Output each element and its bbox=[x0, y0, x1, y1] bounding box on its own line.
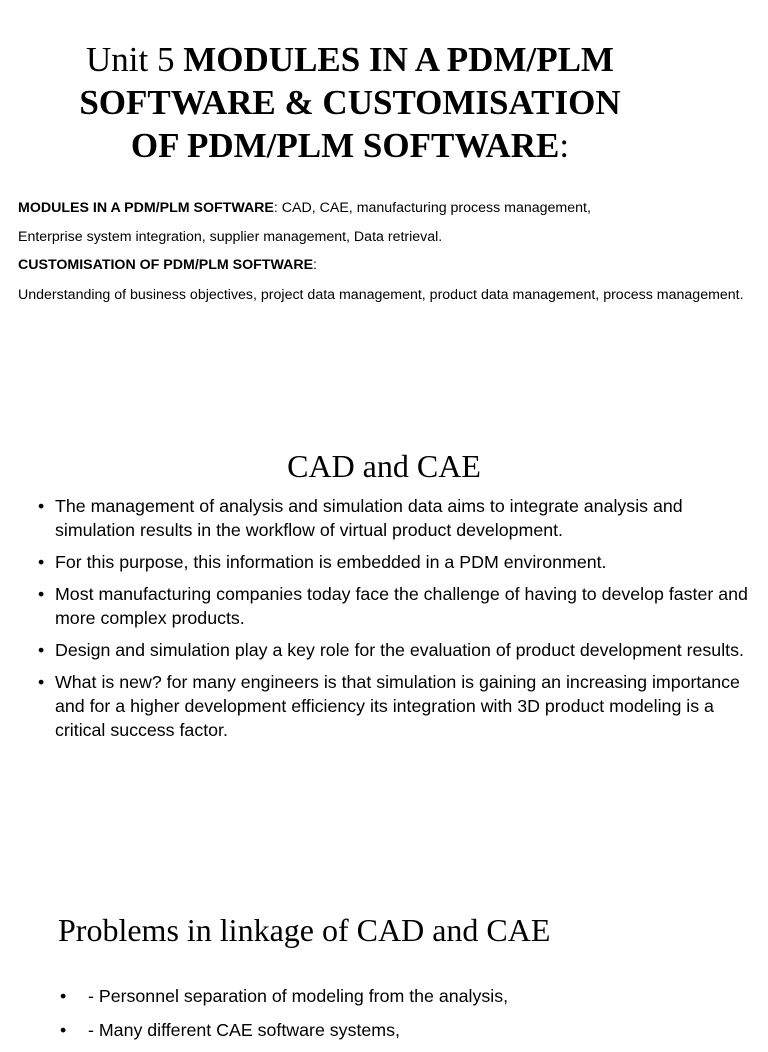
title-line-3: OF PDM/PLM SOFTWARE bbox=[130, 126, 560, 165]
customisation-paragraph bbox=[18, 286, 758, 304]
bullet-icon: • bbox=[38, 552, 45, 572]
list-item: • For this purpose, this information is embedded in a PDM environment. bbox=[38, 552, 607, 572]
list-item: • - Personnel separation of modeling from the analysis, bbox=[60, 986, 509, 1006]
cad-cae-bullet-list bbox=[38, 494, 748, 750]
modules-text-2: Enterprise system integration, supplier management, Data retrieval. bbox=[18, 229, 443, 245]
customisation-text: Understanding of business objectives, project data management, product data management, process management. bbox=[18, 287, 744, 303]
list-item: • - Many different CAE software systems, bbox=[60, 1020, 400, 1040]
bullet-icon: • bbox=[60, 986, 67, 1006]
bullet-icon: • bbox=[38, 640, 45, 660]
bullet-icon: • bbox=[38, 672, 45, 692]
modules-paragraph: MODULES IN A PDM/PLM SOFTWARE: CAD, CAE, manufacturing process management, bbox=[18, 200, 591, 216]
title-suffix: : bbox=[559, 126, 570, 165]
section-title-problems: Problems in linkage of CAD and CAE bbox=[58, 912, 551, 948]
bullet-icon: • bbox=[38, 496, 45, 516]
bullet-icon: • bbox=[60, 1020, 67, 1040]
bullet-icon: • bbox=[38, 584, 45, 604]
title-line-1: MODULES IN A PDM/PLM bbox=[183, 40, 614, 79]
title-prefix: Unit 5 bbox=[86, 40, 184, 79]
modules-heading: MODULES IN A PDM/PLM SOFTWARE bbox=[18, 200, 274, 216]
modules-text-1: CAD, CAE, manufacturing process management, bbox=[281, 200, 591, 216]
list-item: • What is new? for many engineers is that simulation is gaining an increasing importance and for a higher development efficiency its integration with 3D product modeling is a critical success factor. bbox=[38, 672, 740, 740]
list-item: • Design and simulation play a key role for the evaluation of product development results. bbox=[38, 640, 744, 660]
list-item: • Most manufacturing companies today face the challenge of having to develop faster and more complex products. bbox=[38, 584, 748, 628]
customisation-heading-line: CUSTOMISATION OF PDM/PLM SOFTWARE: bbox=[18, 257, 317, 273]
list-item: • The management of analysis and simulation data aims to integrate analysis and simulation results in the workflow of virtual product development. bbox=[38, 496, 683, 540]
customisation-heading: CUSTOMISATION OF PDM/PLM SOFTWARE bbox=[18, 257, 314, 273]
problems-bullet-list bbox=[58, 984, 758, 1052]
title-line-2: SOFTWARE & CUSTOMISATION bbox=[79, 83, 621, 122]
page-title bbox=[0, 38, 700, 167]
section-title-cad-cae: CAD and CAE bbox=[287, 448, 481, 484]
modules-paragraph-2 bbox=[18, 228, 758, 246]
